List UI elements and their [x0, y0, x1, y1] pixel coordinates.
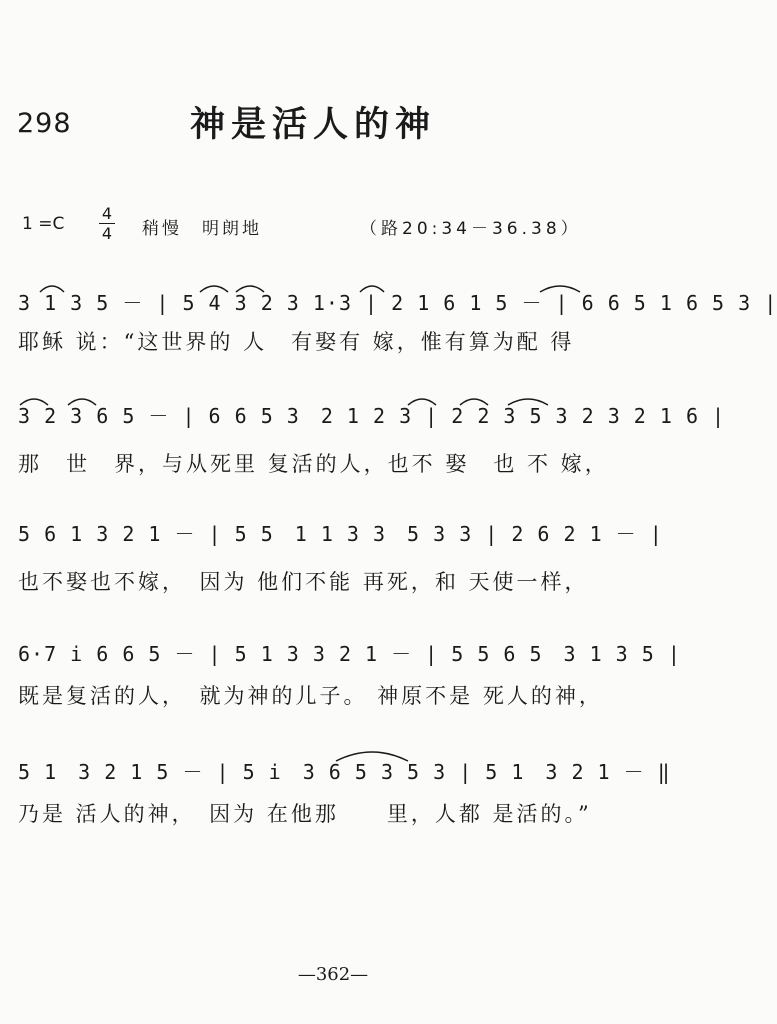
slur-marks-1	[0, 278, 630, 298]
key-text: 1 =C	[22, 214, 65, 234]
key-signature	[22, 214, 64, 234]
notation-line-5: 5 1 3 2 1 5 － | 5 i 3 6 5 3 5 3 | 5 1 3 2 1 － ‖	[18, 760, 671, 784]
page-number: —362—	[297, 964, 369, 985]
lyrics-line-3: 也不娶也不嫁， 因为 他们不能 再死，和 天使一样，	[18, 570, 589, 594]
tempo-marking: 稍慢 明朗地	[142, 219, 262, 239]
slur-marks-2	[0, 391, 630, 411]
lyrics-line-5: 乃是 活人的神， 因为 在他那 里，人都 是活的。”	[18, 802, 592, 826]
scripture-reference: （路20:34－36.38）	[360, 219, 582, 239]
notation-line-3: 5 6 1 3 2 1 － | 5 5 1 1 3 3 5 3 3 | 2 6 2 1 － |	[18, 522, 663, 546]
notation-line-2: 3 2 3 6 5 － | 6 6 5 3 2 1 2 3 | 2 2 3 5 3 2 3 2 1 6 |	[18, 404, 726, 428]
hymn-number: 298	[17, 108, 72, 139]
hymn-title: 神是活人的神	[190, 104, 437, 145]
time-signature-bottom: 4	[101, 224, 113, 243]
lyrics-line-1: 耶稣 说：“这世界的 人 有娶有 嫁，惟有算为配 得	[18, 330, 575, 354]
notation-line-1: 3 1 3 5 － | 5 4 3 2 3 1·3 | 2 1 6 1 5 － | 6 6 5 1 6 5 3 |	[18, 291, 777, 315]
notation-line-4: 6·7 i 6 6 5 － | 5 1 3 3 2 1 － | 5 5 6 5 3 1 3 5 |	[18, 642, 681, 666]
slur-marks-5	[0, 741, 630, 761]
lyrics-line-2: 那 世 界，与从死里 复活的人，也不 娶 也 不 嫁，	[18, 452, 609, 476]
time-signature	[98, 204, 116, 243]
lyrics-line-4: 既是复活的人， 就为神的儿子。 神原不是 死人的神，	[18, 684, 603, 708]
time-signature-top: 4	[101, 204, 113, 223]
